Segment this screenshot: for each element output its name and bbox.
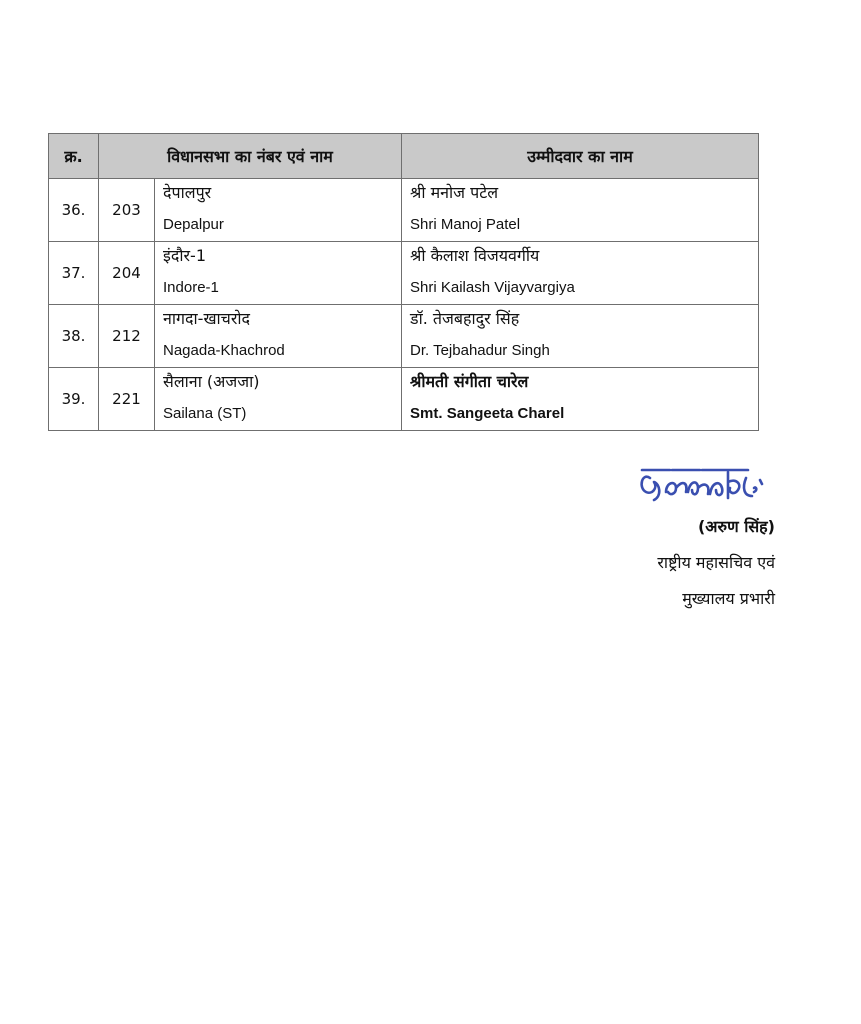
- signatory-block: [657, 516, 775, 624]
- constituency-number-cell: 203: [99, 179, 155, 242]
- serial-cell: 38.: [49, 305, 99, 368]
- header-candidate: उम्मीदवार का नाम: [402, 134, 759, 179]
- signatory-designation-line2: मुख्यालय प्रभारी: [682, 589, 775, 608]
- constituency-name-english: Sailana (ST): [163, 405, 247, 422]
- constituency-name-cell: [155, 368, 402, 431]
- signatory-designation-line1: राष्ट्रीय महासचिव एवं: [657, 553, 775, 572]
- constituency-name-english: Indore-1: [163, 279, 219, 296]
- serial-cell: 37.: [49, 242, 99, 305]
- handwritten-signature: [636, 458, 776, 514]
- candidate-name-cell: [402, 305, 759, 368]
- header-serial: क्र.: [49, 134, 99, 179]
- constituency-name-english: Nagada-Khachrod: [163, 342, 285, 359]
- candidate-name-hindi: श्रीमती संगीता चारेल: [410, 372, 529, 391]
- candidate-name-hindi: श्री कैलाश विजयवर्गीय: [410, 246, 540, 265]
- constituency-name-hindi: सैलाना (अजजा): [163, 372, 260, 391]
- signatory-name: (अरुण सिंह): [697, 517, 775, 536]
- candidate-name-english: Shri Manoj Patel: [410, 216, 521, 233]
- constituency-number-cell: 212: [99, 305, 155, 368]
- constituency-number-cell: 204: [99, 242, 155, 305]
- table-row: [49, 305, 759, 368]
- candidate-name-cell: [402, 242, 759, 305]
- candidate-name-english: Smt. Sangeeta Charel: [410, 405, 565, 422]
- constituency-name-english: Depalpur: [163, 216, 224, 233]
- constituency-name-cell: [155, 179, 402, 242]
- candidate-name-hindi: डॉ. तेजबहादुर सिंह: [410, 309, 520, 328]
- candidate-name-cell: [402, 179, 759, 242]
- constituency-number-cell: 221: [99, 368, 155, 431]
- table-row: [49, 242, 759, 305]
- serial-cell: 36.: [49, 179, 99, 242]
- candidate-name-english: Shri Kailash Vijayvargiya: [410, 279, 575, 296]
- candidate-name-cell: [402, 368, 759, 431]
- constituency-name-hindi: इंदौर-1: [163, 246, 206, 265]
- header-constituency: विधानसभा का नंबर एवं नाम: [99, 134, 402, 179]
- serial-cell: 39.: [49, 368, 99, 431]
- candidate-name-english: Dr. Tejbahadur Singh: [410, 342, 550, 359]
- table-row: [49, 368, 759, 431]
- candidate-name-hindi: श्री मनोज पटेल: [410, 183, 499, 202]
- candidate-list-table: [48, 133, 759, 431]
- constituency-name-hindi: नागदा-खाचरोद: [163, 309, 251, 328]
- constituency-name-hindi: देपालपुर: [163, 183, 212, 202]
- constituency-name-cell: [155, 242, 402, 305]
- table-header-row: [49, 134, 759, 179]
- table-row: [49, 179, 759, 242]
- constituency-name-cell: [155, 305, 402, 368]
